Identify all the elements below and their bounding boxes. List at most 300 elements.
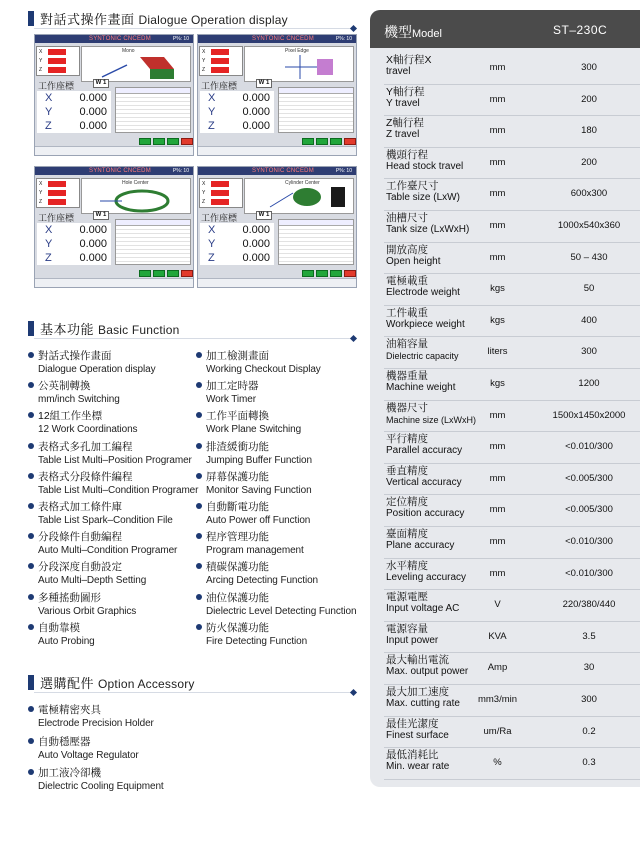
spec-unit: mm <box>489 62 506 73</box>
coordinate-value: 0.000 <box>79 120 107 132</box>
spec-row <box>370 560 640 592</box>
spec-label-zh: 最佳光潔度 <box>386 717 439 730</box>
function-item <box>28 410 208 436</box>
function-item-en: Arcing Detecting Function <box>206 575 319 587</box>
spec-value: 300 <box>581 346 597 358</box>
screen-titlebar <box>198 167 356 175</box>
spec-row <box>370 496 640 528</box>
work-coordinate-label: 工作座標 <box>201 81 238 91</box>
spec-label-en: Head stock travel <box>386 160 464 172</box>
function-item <box>196 471 376 497</box>
screen-thumbnail <box>197 34 357 156</box>
spec-row <box>370 591 640 623</box>
function-key-button[interactable] <box>302 270 314 277</box>
spec-unit: mm <box>489 441 506 453</box>
function-key-row <box>200 138 356 146</box>
function-item-en: Various Orbit Graphics <box>38 605 137 617</box>
function-item-zh <box>196 410 376 423</box>
function-item-zh-text: 電極精密夾具 <box>38 704 101 716</box>
function-item-zh <box>28 471 208 484</box>
diagram-title: Hole Center <box>122 180 149 186</box>
spec-label-en: Table size (LxW) <box>386 192 460 204</box>
spec-label-zh: 垂直精度 <box>386 464 428 477</box>
function-item-zh <box>28 704 208 717</box>
screen-titlebar <box>198 35 356 43</box>
screen-brand: SYNTONIC CNCEDM <box>252 36 314 42</box>
function-item <box>196 380 376 406</box>
bullet-icon <box>196 503 202 509</box>
function-item-zh-text: 排渣緩衝功能 <box>206 440 269 453</box>
spec-value: <0.010/300 <box>565 567 613 579</box>
function-item <box>28 531 208 557</box>
function-key-button[interactable] <box>167 138 179 145</box>
axis-status-row <box>37 188 79 197</box>
spec-row-divider <box>384 558 640 559</box>
function-item <box>28 380 208 406</box>
axis-status-indicator <box>211 49 229 55</box>
spec-label-zh: 電極載重 <box>386 275 428 288</box>
function-key-row <box>37 138 193 146</box>
coordinate-row <box>37 237 111 251</box>
operation-diagram <box>244 46 354 82</box>
bullet-icon <box>28 624 34 630</box>
spec-label-zh: 電源容量 <box>386 622 428 635</box>
spec-value: <0.005/300 <box>565 472 613 484</box>
spec-label-zh: 開放高度 <box>386 243 428 256</box>
spec-unit: mm3/min <box>477 694 518 705</box>
axis-status-indicator <box>211 190 229 196</box>
section-marker <box>28 11 34 26</box>
function-item-en: Table List Spark–Condition File <box>38 515 173 526</box>
function-item-zh <box>28 592 208 605</box>
spec-value: 400 <box>581 314 597 326</box>
spec-unit: kgs <box>490 378 505 389</box>
spec-value: <0.005/300 <box>565 504 613 516</box>
spec-row-divider <box>384 368 640 369</box>
operation-diagram <box>244 178 354 214</box>
spec-row-divider <box>384 621 640 622</box>
function-item-zh-text: 加工定時器 <box>206 380 259 393</box>
spec-unit: kgs <box>490 283 505 295</box>
function-item-zh <box>196 441 376 454</box>
axis-status-panel <box>36 178 80 208</box>
function-item-en: mm/inch Switching <box>38 394 120 406</box>
function-item-zh <box>28 531 208 544</box>
spec-label-zh: 油箱容量 <box>386 338 428 351</box>
diagram-graphic <box>245 47 355 83</box>
spec-label-en: Finest surface <box>386 729 449 741</box>
coordinate-axis: X <box>45 224 53 236</box>
spec-row-divider <box>384 242 640 243</box>
spec-unit: mm <box>489 472 506 484</box>
spec-row <box>370 465 640 497</box>
axis-status-panel <box>199 46 243 76</box>
function-item-en: Dialogue Operation display <box>38 364 156 375</box>
spec-unit: Amp <box>487 662 508 674</box>
axis-status-row <box>200 47 242 56</box>
coordinate-readout <box>37 91 111 133</box>
work-coordinate-number: W 1 <box>256 79 272 88</box>
section-marker <box>28 321 34 336</box>
screen-thumbnail <box>197 166 357 288</box>
function-item-zh <box>196 561 376 574</box>
spec-label-en: Max. cutting rate <box>386 698 460 709</box>
bullet-icon <box>196 624 202 630</box>
screen-brand: SYNTONIC CNCEDM <box>252 168 314 174</box>
work-coordinate-label: 工作座標 <box>38 81 75 91</box>
function-item-zh-text: 表格式多孔加工編程 <box>38 440 133 453</box>
axis-status-label: Z <box>39 66 43 73</box>
spec-row <box>370 338 640 370</box>
spec-label-en: Electrode weight <box>386 287 460 299</box>
spec-label-en: Dielectric capacity <box>386 351 459 362</box>
axis-status-row <box>200 56 242 65</box>
model-value: ST–230C <box>553 23 608 37</box>
function-item-zh <box>196 501 376 514</box>
spec-label-en: Plane accuracy <box>386 540 455 551</box>
section-title: 對話式操作畫面 Dialogue Operation display <box>40 11 288 27</box>
screen-titlebar <box>35 167 193 175</box>
program-table-row <box>116 126 190 130</box>
function-key-button[interactable] <box>153 138 165 145</box>
axis-status-row <box>200 65 242 74</box>
function-item-zh-text: 分段條件自動編程 <box>38 531 122 544</box>
function-item-zh <box>28 622 208 635</box>
spec-label-en: Parallel accuracy <box>386 445 463 457</box>
bullet-icon <box>28 412 34 418</box>
spec-value: 220/380/440 <box>562 599 616 611</box>
spec-value: 50 – 430 <box>570 251 608 263</box>
spec-label-zh: 機頭行程 <box>386 148 428 161</box>
bullet-icon <box>28 473 34 479</box>
diagram-title: Cylinder Center <box>285 180 320 186</box>
axis-status-row <box>37 65 79 74</box>
function-key-row <box>200 270 356 278</box>
spec-unit: mm <box>489 536 506 547</box>
spec-value: 180 <box>581 125 597 137</box>
coordinate-value: 0.000 <box>79 252 107 264</box>
function-item-en: Auto Voltage Regulator <box>38 749 139 761</box>
function-item-zh-text: 表格式分段條件編程 <box>38 470 133 483</box>
function-key-button[interactable] <box>330 270 342 277</box>
function-item-zh-text: 自動斷電功能 <box>206 501 269 513</box>
diagram-title: Pixel Edge <box>285 48 309 54</box>
function-item-en: Dielectric Level Detecting Function <box>206 605 357 617</box>
work-coordinate-label: 工作座標 <box>38 213 75 223</box>
spec-label-zh: 機器尺寸 <box>386 401 428 414</box>
spec-label-en: travel <box>386 66 411 77</box>
function-key-button[interactable] <box>344 138 356 145</box>
axis-status-label: Y <box>202 57 206 64</box>
axis-status-row <box>200 188 242 197</box>
coordinate-axis: X <box>208 224 216 236</box>
function-item-en: 12 Work Coordinations <box>38 424 138 436</box>
screen-status-bar <box>198 278 356 287</box>
work-coordinate-label: 工作座標 <box>201 213 238 223</box>
spec-row <box>370 149 640 181</box>
function-item-zh-text: 工作平面轉換 <box>206 410 269 423</box>
spec-row <box>370 528 640 560</box>
axis-status-row <box>200 179 242 188</box>
spec-label-en: Z travel <box>386 129 420 141</box>
bullet-icon <box>196 412 202 418</box>
function-item-zh-text: 防火保護功能 <box>206 621 269 634</box>
function-item-zh-text: 公英制轉換 <box>38 380 91 393</box>
function-key-button[interactable] <box>344 270 356 277</box>
spec-label-en: Machine size (LxWxH) <box>386 414 477 425</box>
axis-status-indicator <box>211 58 229 64</box>
spec-value: 3.5 <box>582 630 596 642</box>
spec-label-en: Tank size (LxWxH) <box>386 224 470 235</box>
spec-unit: kgs <box>490 314 505 326</box>
bullet-icon <box>28 503 34 509</box>
section-divider <box>34 338 356 339</box>
axis-status-indicator <box>48 190 66 196</box>
spec-value: 1500x1450x2000 <box>552 409 626 421</box>
function-item-zh-text: 分段深度自動設定 <box>38 561 122 574</box>
axis-status-label: X <box>202 48 206 55</box>
function-key-button[interactable] <box>302 138 314 145</box>
spec-label-zh: 最大輸出電流 <box>386 654 449 667</box>
function-item <box>196 622 376 648</box>
section-divider <box>34 28 356 29</box>
spec-row-divider <box>384 84 640 85</box>
function-item-en: Auto Probing <box>38 635 95 647</box>
work-coordinate-number: W 1 <box>256 211 272 220</box>
axis-status-label: Y <box>39 189 43 196</box>
spec-unit: mm <box>489 125 506 137</box>
spec-row-divider <box>384 400 640 401</box>
spec-value: 0.3 <box>582 757 596 769</box>
function-key-button[interactable] <box>181 138 193 145</box>
function-key-button[interactable] <box>316 270 328 277</box>
function-item-zh-text: 自動靠模 <box>38 621 80 634</box>
spec-row <box>370 749 640 781</box>
spec-label-zh: 油槽尺寸 <box>386 212 428 224</box>
function-key-button[interactable] <box>330 138 342 145</box>
spec-unit: liters <box>487 346 508 358</box>
program-table <box>115 87 191 133</box>
spec-row <box>370 54 640 86</box>
section-title: 選購配件 Option Accessory <box>40 675 195 691</box>
basic-section-header <box>28 320 180 336</box>
spec-row <box>370 370 640 402</box>
program-table <box>115 219 191 265</box>
function-item-en: Electrode Precision Holder <box>38 718 154 729</box>
option-section-header <box>28 674 195 690</box>
function-key-button[interactable] <box>139 270 151 277</box>
bullet-icon <box>28 738 34 744</box>
coordinate-value: 0.000 <box>242 106 270 118</box>
spec-value: <0.010/300 <box>565 536 613 547</box>
coordinate-axis: Z <box>208 120 215 132</box>
bullet-icon <box>28 706 34 712</box>
screen-status-bar <box>198 146 356 155</box>
dialogue-section-header <box>28 10 288 26</box>
spec-label-zh: Y軸行程 <box>386 85 425 98</box>
program-table-row <box>279 258 353 262</box>
spec-label-en: Vertical accuracy <box>386 476 462 488</box>
function-item <box>196 441 376 467</box>
function-item <box>196 561 376 587</box>
spec-label-zh: 工件載重 <box>386 306 428 319</box>
function-key-button[interactable] <box>167 270 179 277</box>
spec-unit: mm <box>489 188 506 200</box>
bullet-icon <box>28 382 34 388</box>
spec-value: <0.010/300 <box>565 441 613 453</box>
coordinate-row <box>200 91 274 105</box>
coordinate-readout <box>37 223 111 265</box>
screen-status-bar <box>35 146 193 155</box>
spec-row <box>370 307 640 339</box>
function-item-zh <box>28 501 208 514</box>
spec-unit: mm <box>489 220 506 231</box>
diagram-graphic <box>82 47 192 83</box>
spec-row <box>370 244 640 276</box>
spec-value: 30 <box>583 662 595 674</box>
function-item-zh-text: 加工檢測畫面 <box>206 350 269 362</box>
screen-titlebar <box>35 35 193 43</box>
function-item <box>196 501 376 527</box>
spec-row <box>370 180 640 212</box>
axis-status-indicator <box>48 199 66 205</box>
axis-status-indicator <box>211 199 229 205</box>
function-item <box>28 471 208 497</box>
coordinate-value: 0.000 <box>79 92 107 104</box>
coordinate-row <box>200 223 274 237</box>
function-item-en: Program management <box>206 545 304 557</box>
spec-table-header <box>370 10 640 48</box>
function-item-zh <box>196 380 376 393</box>
spec-label-en: Input voltage AC <box>386 603 460 615</box>
screen-brand: SYNTONIC CNCEDM <box>89 168 151 174</box>
function-item-en: Fire Detecting Function <box>206 635 308 647</box>
axis-status-label: Y <box>39 57 43 64</box>
axis-status-row <box>37 179 79 188</box>
coordinate-axis: Y <box>45 238 53 250</box>
screen-brand: SYNTONIC CNCEDM <box>89 36 151 42</box>
coordinate-row <box>37 91 111 105</box>
model-label: 機型Model <box>384 24 442 40</box>
function-item <box>196 531 376 557</box>
coordinate-value: 0.000 <box>242 92 270 104</box>
axis-status-label: X <box>39 48 43 55</box>
axis-status-label: X <box>202 180 206 187</box>
coordinate-axis: X <box>45 92 53 104</box>
function-key-button[interactable] <box>139 138 151 145</box>
spec-unit: mm <box>489 156 506 168</box>
coordinate-row <box>200 251 274 265</box>
spec-unit: % <box>493 757 502 769</box>
diagram-title: Mono <box>122 48 135 54</box>
function-item-zh <box>196 592 376 605</box>
axis-status-indicator <box>48 49 66 55</box>
coordinate-row <box>37 119 111 133</box>
function-item-zh <box>28 380 208 393</box>
function-item <box>196 592 376 618</box>
function-item-zh-text: 對話式操作畫面 <box>38 350 112 362</box>
coordinate-row <box>200 105 274 119</box>
coordinate-value: 0.000 <box>242 120 270 132</box>
function-item-zh-text: 自動穩壓器 <box>38 735 91 748</box>
function-key-button[interactable] <box>153 270 165 277</box>
axis-status-row <box>200 197 242 206</box>
function-item-zh-text: 油位保護功能 <box>206 591 269 604</box>
function-item-en: Table List Multi–Position Programer <box>38 454 192 466</box>
section-title: 基本功能 Basic Function <box>40 321 180 337</box>
spec-row <box>370 654 640 686</box>
function-item-en: Auto Multi–Condition Programer <box>38 545 178 557</box>
section-divider <box>34 692 356 693</box>
function-item-zh <box>28 561 208 574</box>
function-item-zh-text: 程序管理功能 <box>206 531 269 544</box>
function-item-zh-text: 屏幕保護功能 <box>206 470 269 483</box>
function-item-zh <box>28 441 208 454</box>
spec-label-zh: 機器重量 <box>386 370 428 382</box>
coordinate-value: 0.000 <box>242 238 270 250</box>
function-item <box>28 561 208 587</box>
spec-label-zh: Z軸行程 <box>386 117 424 130</box>
spec-label-en: Y travel <box>386 97 420 109</box>
function-item-en: Work Timer <box>206 394 256 406</box>
spec-row <box>370 433 640 465</box>
spec-label-zh: 電源電壓 <box>386 591 428 604</box>
spec-row <box>370 402 640 434</box>
axis-status-row <box>37 56 79 65</box>
program-table-row <box>279 126 353 130</box>
coordinate-axis: X <box>208 92 216 104</box>
section-marker <box>28 675 34 690</box>
bullet-icon <box>196 533 202 539</box>
screen-thumbnail <box>34 166 194 288</box>
function-key-button[interactable] <box>316 138 328 145</box>
screen-percent: P%: 10 <box>335 168 352 174</box>
function-item-zh-text: 表格式加工條件庫 <box>38 501 122 513</box>
spec-unit: KVA <box>488 630 507 642</box>
screen-percent: P%: 10 <box>172 36 189 42</box>
operation-diagram <box>81 46 191 82</box>
coordinate-axis: Z <box>45 252 52 264</box>
axis-status-indicator <box>211 181 229 187</box>
spec-label-en: Workpiece weight <box>386 318 465 330</box>
function-item-zh-text: 多種搖動圖形 <box>38 591 101 604</box>
axis-status-label: Y <box>202 189 206 196</box>
coordinate-axis: Y <box>45 106 53 118</box>
spec-row-divider <box>384 305 640 306</box>
function-item <box>28 622 208 648</box>
spec-unit: mm <box>489 567 506 579</box>
coordinate-axis: Z <box>208 252 215 264</box>
axis-status-label: X <box>39 180 43 187</box>
function-item-zh-text: 12組工作坐標 <box>38 410 103 423</box>
spec-row <box>370 86 640 118</box>
axis-status-indicator <box>48 181 66 187</box>
spec-value: 50 <box>583 283 595 295</box>
spec-row <box>370 117 640 149</box>
spec-unit: mm <box>489 409 506 421</box>
spec-label-en: Input power <box>386 634 439 646</box>
bullet-icon <box>196 563 202 569</box>
spec-label-zh: 最低消耗比 <box>386 749 439 762</box>
work-coordinate-number: W 1 <box>93 211 109 220</box>
axis-status-indicator <box>48 58 66 64</box>
spec-value: 200 <box>581 93 597 105</box>
program-table <box>278 219 354 265</box>
axis-status-indicator <box>211 67 229 73</box>
function-item-zh-text: 加工液冷卻機 <box>38 767 101 779</box>
bullet-icon <box>28 563 34 569</box>
function-key-button[interactable] <box>181 270 193 277</box>
